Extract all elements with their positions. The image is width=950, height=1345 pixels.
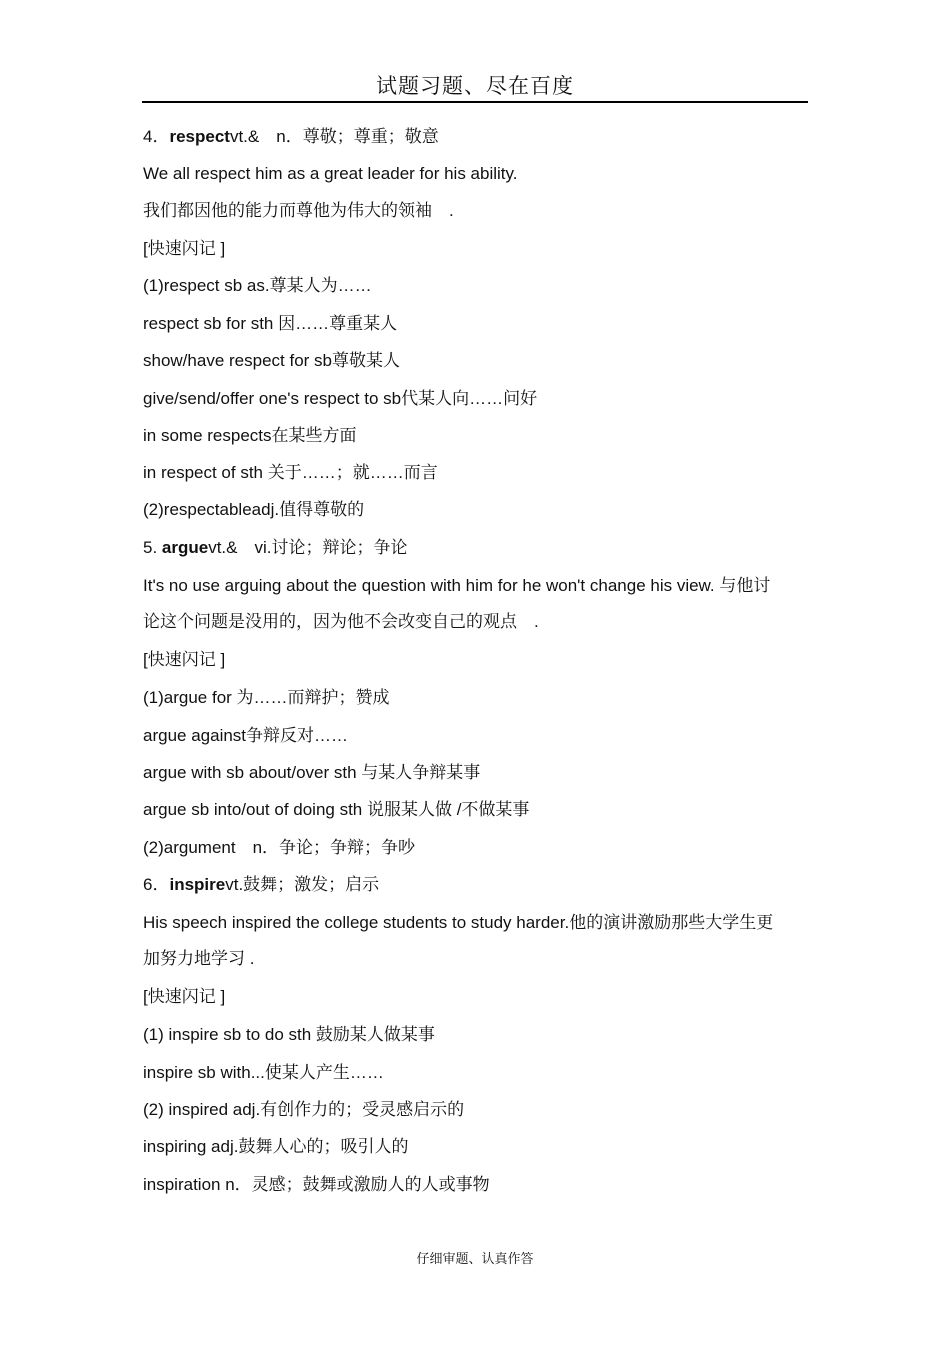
definition: vt.& n．尊敬；尊重；敬意: [229, 127, 439, 146]
headword: inspire: [169, 875, 226, 894]
phrase-line: (1)argue for 为……而辩护；赞成: [143, 688, 390, 707]
phrase-line: argue with sb about/over sth 与某人争辩某事: [143, 763, 481, 782]
definition: vt.& vi.讨论；辩论；争论: [208, 538, 408, 557]
phrase-line: (2)argument n．争论；争辩；争吵: [143, 838, 416, 857]
phrase-line: (1) inspire sb to do sth 鼓励某人做某事: [143, 1025, 435, 1044]
phrase-line: (2)respectableadj.值得尊敬的: [143, 500, 365, 519]
phrase-line: inspiring adj.鼓舞人心的；吸引人的: [143, 1137, 409, 1156]
headword: respect: [169, 127, 230, 146]
quick-memo-label: [快速闪记 ]: [143, 650, 226, 669]
example-translation: 论这个问题是没用的，因为他不会改变自己的观点 .: [143, 612, 539, 631]
example-translation: 加努力地学习 .: [143, 949, 255, 968]
entry-5-heading: [143, 537, 408, 559]
headword: argue: [161, 538, 209, 557]
entry-number: 4．: [143, 127, 170, 146]
entry-number: 6．: [143, 875, 170, 894]
phrase-line: argue against争辩反对……: [143, 726, 349, 745]
example-translation: 我们都因他的能力而尊他为伟大的领袖 .: [143, 201, 454, 220]
header-divider: [142, 101, 808, 103]
quick-memo-label: [快速闪记 ]: [143, 987, 226, 1006]
phrase-line: give/send/offer one's respect to sb代某人向……问好: [143, 389, 538, 408]
phrase-line: in respect of sth 关于……；就……而言: [143, 463, 438, 482]
phrase-line: inspire sb with...使某人产生……: [143, 1063, 384, 1082]
phrase-line: in some respects在某些方面: [143, 426, 357, 445]
quick-memo-label: [快速闪记 ]: [143, 239, 226, 258]
page-header-title: 试题习题、尽在百度: [376, 74, 574, 98]
phrase-line: argue sb into/out of doing sth 说服某人做 /不做某事: [143, 800, 530, 819]
phrase-line: (1)respect sb as.尊某人为……: [143, 276, 372, 295]
example-sentence: His speech inspired the college students to study harder.他的演讲激励那些大学生更: [143, 913, 774, 932]
page-footer: 仔细审题、认真作答: [416, 1252, 534, 1267]
phrase-line: inspiration n．灵感；鼓舞或激励人的人或事物: [143, 1175, 490, 1194]
entry-4-heading: [143, 126, 439, 148]
example-sentence: We all respect him as a great leader for his ability.: [143, 164, 518, 183]
example-sentence: It's no use arguing about the question with him for he won't change his view. 与他讨: [143, 576, 771, 595]
phrase-line: (2) inspired adj.有创作力的；受灵感启示的: [143, 1100, 465, 1119]
phrase-line: respect sb for sth 因……尊重某人: [143, 314, 398, 333]
definition: vt.鼓舞；激发；启示: [225, 875, 380, 894]
phrase-line: show/have respect for sb尊敬某人: [143, 351, 400, 370]
entry-number: 5.: [143, 538, 162, 557]
entry-6-heading: [143, 874, 379, 896]
